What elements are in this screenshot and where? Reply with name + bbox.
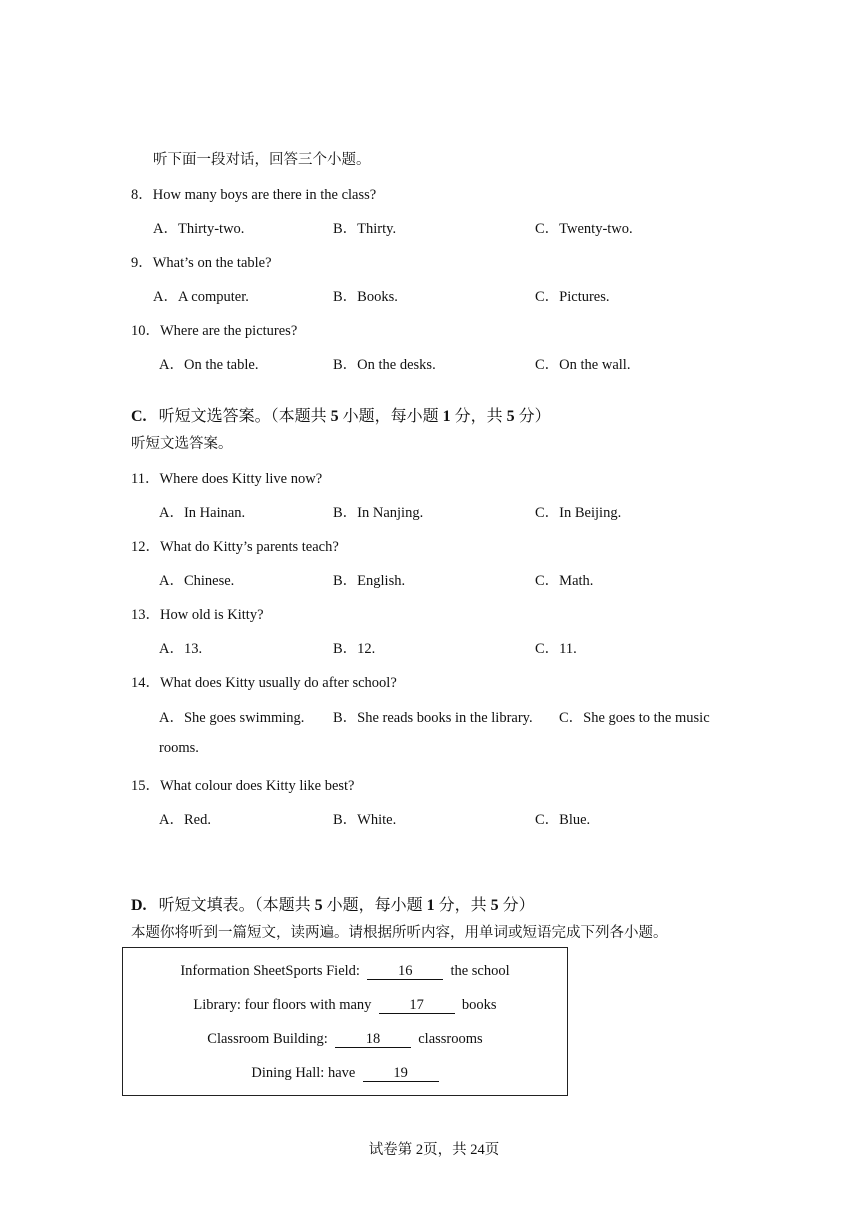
- option-b: B．On the desks.: [333, 357, 436, 373]
- page-footer: 试卷第 2页，共 24页: [368, 1142, 500, 1158]
- question-text: What colour does Kitty like best?: [160, 778, 355, 794]
- question-text: How old is Kitty?: [160, 607, 264, 623]
- row-label: Dining Hall: have: [251, 1065, 356, 1081]
- option-c: C．Twenty-two.: [535, 221, 633, 237]
- option-b: B．White.: [333, 812, 397, 828]
- question-13: [131, 603, 264, 624]
- section-d-instruction: 本题你将听到一篇短文，读两遍。请根据所听内容，用单词或短语完成下列各小题。: [131, 925, 668, 941]
- question-number: 15．: [131, 778, 160, 794]
- row-suffix: classrooms: [418, 1031, 483, 1047]
- question-15: [131, 774, 355, 795]
- question-12: [131, 535, 339, 556]
- answer-blank-16[interactable]: 16: [367, 963, 443, 980]
- row-suffix: the school: [450, 963, 510, 979]
- option-a: A．A computer.: [153, 289, 249, 305]
- option-a: A．On the table.: [159, 357, 259, 373]
- question-text: What do Kitty’s parents teach?: [160, 539, 339, 555]
- question-number: 14．: [131, 675, 160, 691]
- question-10: [131, 319, 297, 340]
- question-number: 8．: [131, 187, 153, 203]
- section-letter: C.: [131, 408, 147, 425]
- info-row-library: [123, 997, 567, 1014]
- question-number: 9．: [131, 255, 153, 271]
- info-row-dining-hall: [123, 1065, 567, 1082]
- answer-blank-18[interactable]: 18: [335, 1031, 411, 1048]
- row-label: Library: four floors with many: [193, 997, 372, 1013]
- option-b: B．12.: [333, 641, 376, 657]
- question-text: What does Kitty usually do after school?: [160, 675, 397, 691]
- option-c: C．Blue.: [535, 812, 591, 828]
- section-c-instruction: 听短文选答案。: [131, 436, 233, 452]
- question-9: [131, 251, 272, 272]
- row-label: Classroom Building:: [207, 1031, 328, 1047]
- question-text: Where does Kitty live now?: [159, 471, 323, 487]
- section-title-part: 小题，每小题: [342, 408, 439, 425]
- question-number: 13．: [131, 607, 160, 623]
- points-total: 5: [506, 408, 515, 425]
- info-row-classroom-building: [123, 1031, 567, 1048]
- option-a: A．She goes swimming.: [159, 710, 305, 726]
- question-text: How many boys are there in the class?: [152, 187, 377, 203]
- option-c: C．On the wall.: [535, 357, 631, 373]
- option-a: A．Thirty-two.: [153, 221, 245, 237]
- section-title: 听短文选答案。（本题共: [158, 408, 327, 425]
- option-c: C．She goes to the music: [559, 710, 710, 726]
- information-sheet-box: [122, 947, 568, 1096]
- option-c: C．Math.: [535, 573, 594, 589]
- section-title-part: 小题，每小题: [326, 897, 423, 914]
- option-a: A．Chinese.: [159, 573, 235, 589]
- row-label: Information SheetSports Field:: [180, 963, 360, 979]
- option-b: B．English.: [333, 573, 406, 589]
- points-total: 5: [490, 897, 499, 914]
- points-each: 1: [426, 897, 435, 914]
- option-b: B．Thirty.: [333, 221, 397, 237]
- section-title-part: 分，共: [454, 408, 503, 425]
- info-row-sports-field: [123, 963, 567, 980]
- option-c: C．11.: [535, 641, 577, 657]
- option-b: B．In Nanjing.: [333, 505, 424, 521]
- option-a: A．13.: [159, 641, 203, 657]
- section-title: 听短文填表。（本题共: [158, 897, 311, 914]
- dialogue-instruction: 听下面一段对话，回答三个小题。: [153, 152, 371, 168]
- option-b: B．She reads books in the library.: [333, 710, 533, 726]
- question-text: Where are the pictures?: [160, 323, 298, 339]
- question-text: What’s on the table?: [152, 255, 272, 271]
- option-a: A．In Hainan.: [159, 505, 246, 521]
- option-b: B．Books.: [333, 289, 398, 305]
- question-number: 11．: [131, 471, 160, 487]
- question-8: [131, 183, 376, 204]
- option-c: C．In Beijing.: [535, 505, 622, 521]
- question-count: 5: [314, 897, 323, 914]
- section-letter: D.: [131, 897, 147, 914]
- question-number: 12．: [131, 539, 160, 555]
- section-title-part: 分，共: [438, 897, 487, 914]
- section-d-heading: [131, 892, 535, 915]
- option-c-continuation: rooms.: [159, 740, 199, 756]
- row-suffix: books: [461, 997, 497, 1013]
- option-c: C．Pictures.: [535, 289, 610, 305]
- answer-blank-19[interactable]: 19: [363, 1065, 439, 1082]
- question-count: 5: [330, 408, 339, 425]
- option-a: A．Red.: [159, 812, 211, 828]
- answer-blank-17[interactable]: 17: [379, 997, 455, 1014]
- points-each: 1: [442, 408, 451, 425]
- question-14: [131, 671, 397, 692]
- question-number: 10．: [131, 323, 160, 339]
- section-title-part: 分）: [518, 408, 551, 425]
- section-title-part: 分）: [502, 897, 535, 914]
- question-11: [131, 467, 322, 488]
- section-c-heading: [131, 403, 551, 426]
